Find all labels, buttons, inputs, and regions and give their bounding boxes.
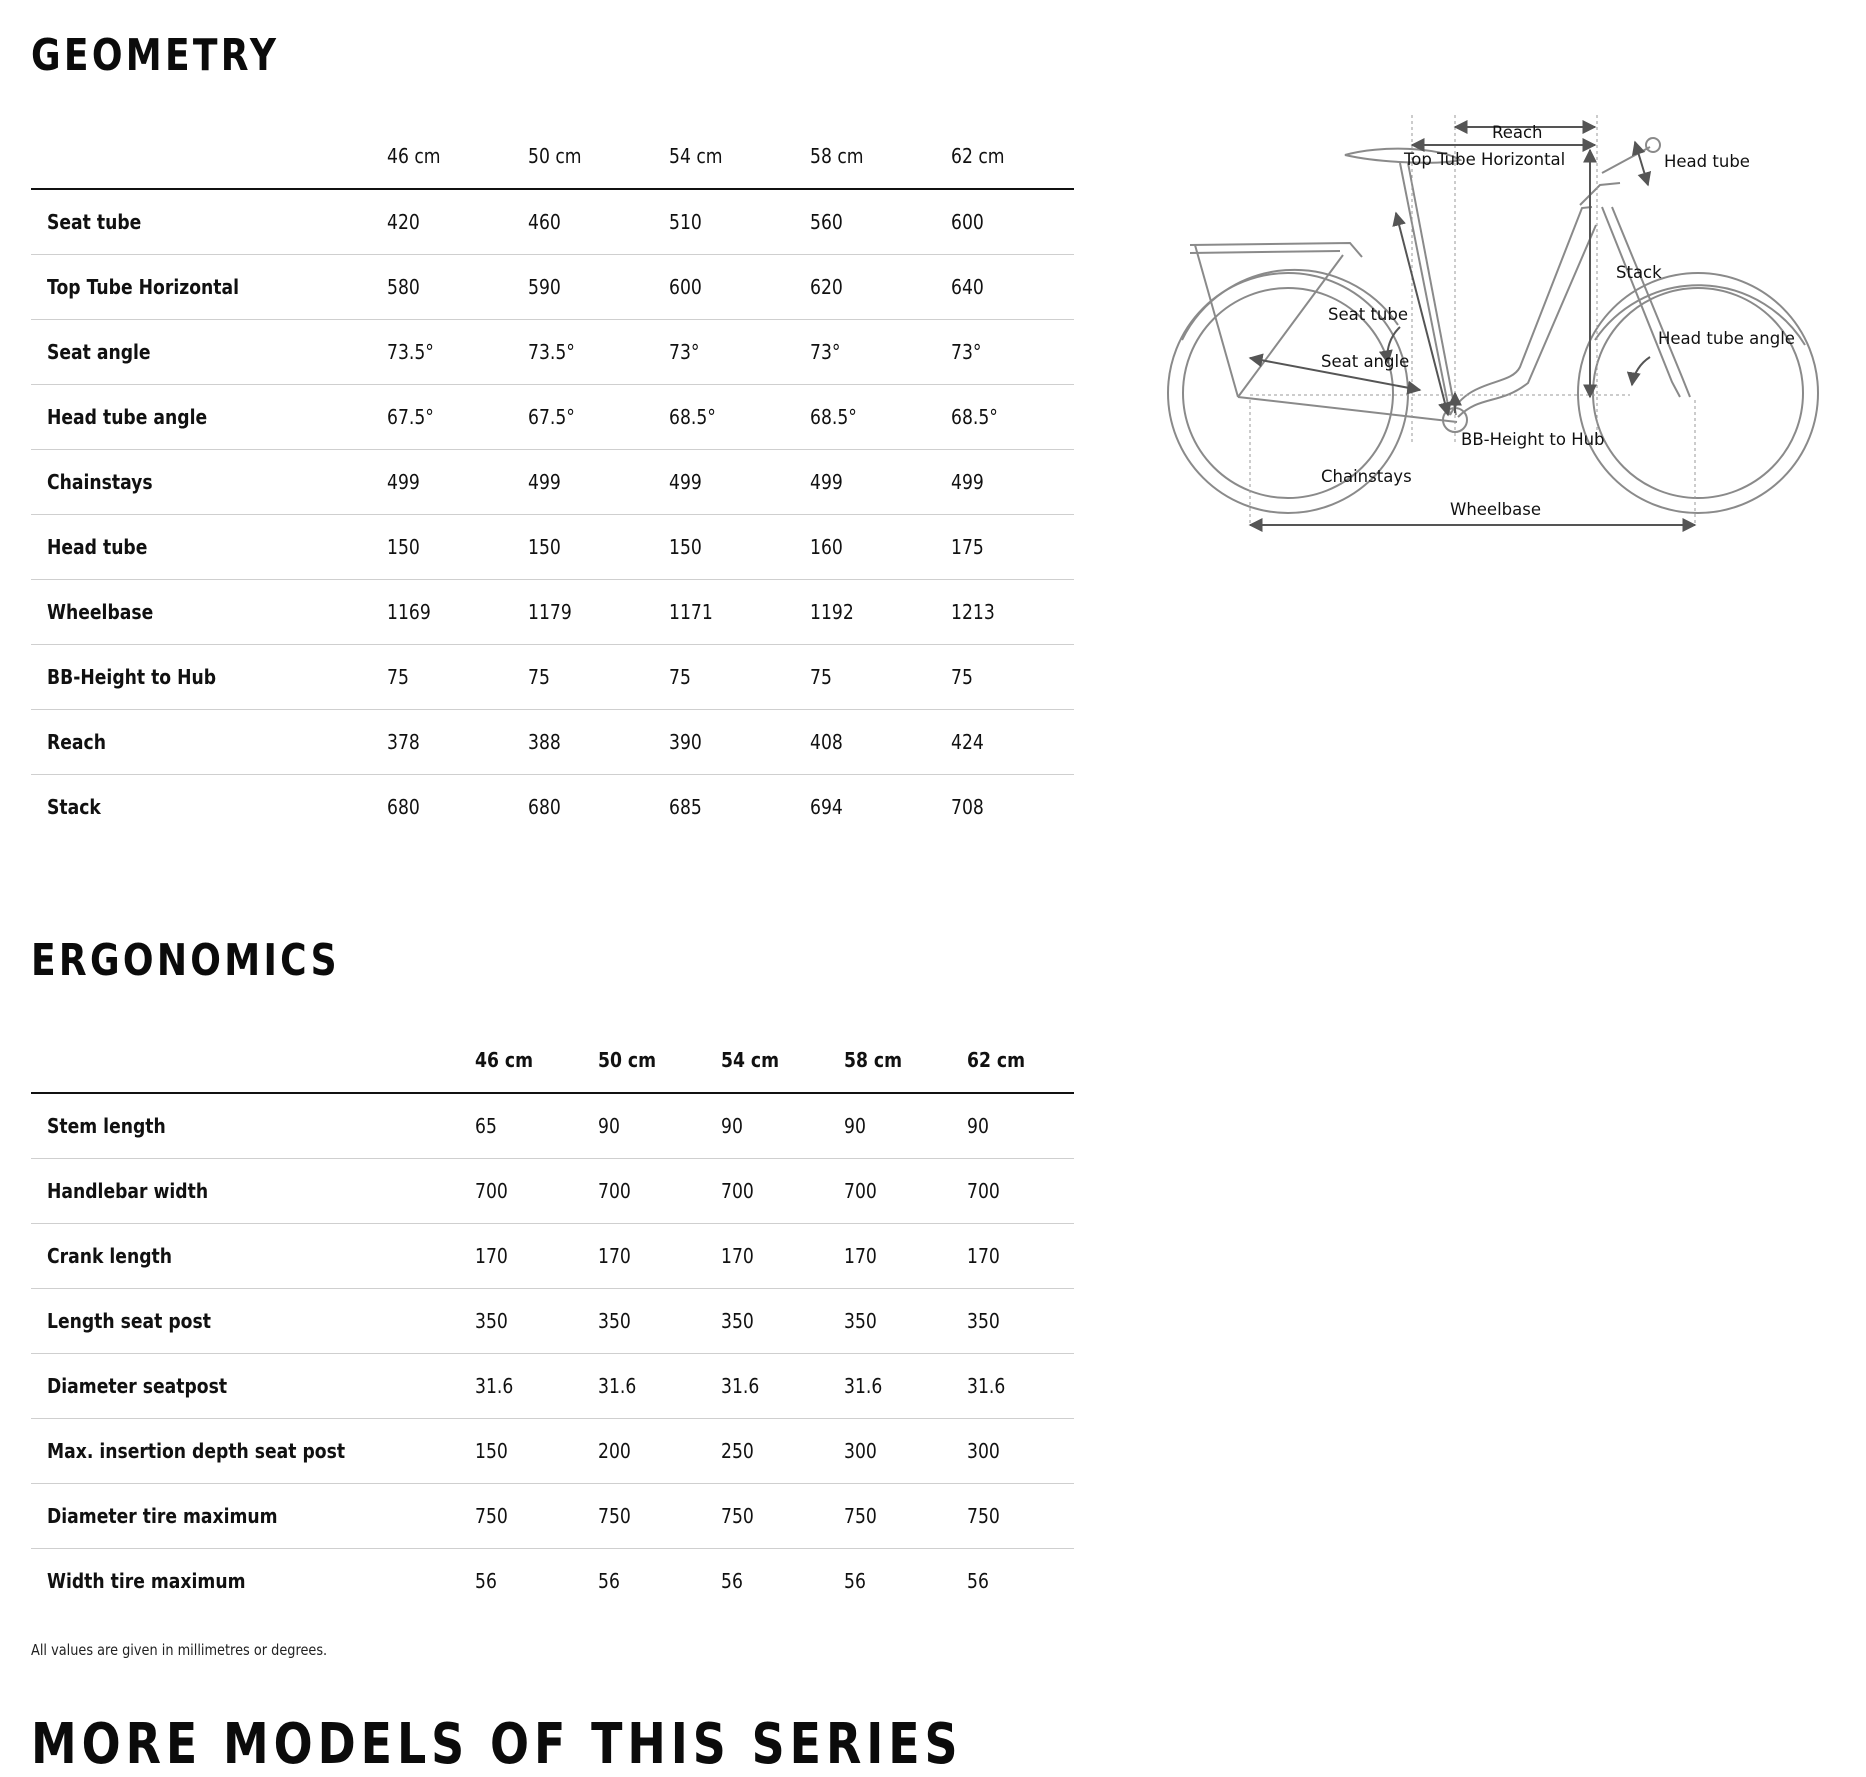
row-label xyxy=(31,385,387,450)
table-cell xyxy=(967,1484,1074,1549)
cell-value: 73° xyxy=(810,340,841,364)
geometry-size-label: 54 cm xyxy=(669,144,723,168)
label-chainstays: Chainstays xyxy=(1321,467,1412,486)
geometry-size-label: 50 cm xyxy=(528,144,582,168)
cell-value: 75 xyxy=(387,665,409,689)
cell-value: 620 xyxy=(810,275,843,299)
row-label-text: Seat tube xyxy=(47,210,142,234)
table-row xyxy=(31,1093,1074,1159)
cell-value: 680 xyxy=(387,795,420,819)
table-cell xyxy=(669,255,810,320)
cell-value: 31.6 xyxy=(475,1374,514,1398)
table-cell xyxy=(844,1549,967,1614)
label-bb-height-to-hub: BB-Height to Hub xyxy=(1461,430,1605,449)
cell-value: 56 xyxy=(721,1569,743,1593)
table-cell xyxy=(721,1484,844,1549)
table-cell xyxy=(721,1093,844,1159)
row-label-text: Head tube xyxy=(47,535,148,559)
table-cell xyxy=(810,385,951,450)
cell-value: 160 xyxy=(810,535,843,559)
table-cell xyxy=(669,775,810,840)
row-label xyxy=(31,255,387,320)
table-cell xyxy=(967,1159,1074,1224)
table-cell xyxy=(951,775,1074,840)
cell-value: 65 xyxy=(475,1114,497,1138)
geometry-size-label: 46 cm xyxy=(387,144,441,168)
row-label-text: Wheelbase xyxy=(47,600,154,624)
cell-value: 640 xyxy=(951,275,984,299)
cell-value: 1169 xyxy=(387,600,431,624)
table-row xyxy=(31,1419,1074,1484)
table-cell xyxy=(528,515,669,580)
table-row xyxy=(31,1289,1074,1354)
table-cell xyxy=(967,1289,1074,1354)
cell-value: 750 xyxy=(598,1504,631,1528)
cell-value: 499 xyxy=(528,470,561,494)
table-cell xyxy=(598,1224,721,1289)
row-label-text: Stack xyxy=(47,795,101,819)
table-cell xyxy=(951,710,1074,775)
table-cell xyxy=(967,1549,1074,1614)
cell-value: 56 xyxy=(475,1569,497,1593)
table-cell xyxy=(598,1093,721,1159)
cell-value: 200 xyxy=(598,1439,631,1463)
cell-value: 600 xyxy=(669,275,702,299)
cell-value: 68.5° xyxy=(669,405,716,429)
row-label-text: Reach xyxy=(47,730,106,754)
geometry-table xyxy=(31,124,1074,839)
more-models-title: MORE MODELS OF THIS SERIES xyxy=(31,1712,963,1777)
cell-value: 680 xyxy=(528,795,561,819)
table-cell xyxy=(810,320,951,385)
cell-value: 75 xyxy=(528,665,550,689)
cell-value: 590 xyxy=(528,275,561,299)
table-cell xyxy=(669,710,810,775)
cell-value: 56 xyxy=(598,1569,620,1593)
cell-value: 170 xyxy=(967,1244,1000,1268)
row-label xyxy=(31,1484,475,1549)
table-row xyxy=(31,1159,1074,1224)
table-cell xyxy=(967,1093,1074,1159)
table-cell xyxy=(669,450,810,515)
table-cell xyxy=(669,385,810,450)
ergonomics-size-header xyxy=(844,1028,967,1093)
cell-value: 499 xyxy=(810,470,843,494)
table-cell xyxy=(721,1289,844,1354)
table-cell xyxy=(810,710,951,775)
ergonomics-size-label: 46 cm xyxy=(475,1048,534,1072)
ergonomics-size-header xyxy=(598,1028,721,1093)
table-cell xyxy=(387,189,528,255)
table-cell xyxy=(844,1289,967,1354)
units-footnote: All values are given in millimetres or degrees. xyxy=(31,1641,328,1659)
ergonomics-size-label: 58 cm xyxy=(844,1048,903,1072)
table-cell xyxy=(669,189,810,255)
geometry-size-label: 58 cm xyxy=(810,144,864,168)
cell-value: 73.5° xyxy=(528,340,575,364)
cell-value: 420 xyxy=(387,210,420,234)
cell-value: 388 xyxy=(528,730,561,754)
label-seat-tube: Seat tube xyxy=(1328,305,1409,324)
cell-value: 75 xyxy=(951,665,973,689)
cell-value: 510 xyxy=(669,210,702,234)
table-cell xyxy=(810,255,951,320)
row-label-text: Crank length xyxy=(47,1244,172,1268)
cell-value: 499 xyxy=(669,470,702,494)
cell-value: 170 xyxy=(598,1244,631,1268)
cell-value: 499 xyxy=(387,470,420,494)
row-label-text: Diameter tire maximum xyxy=(47,1504,278,1528)
cell-value: 499 xyxy=(951,470,984,494)
ergonomics-title: ERGONOMICS xyxy=(31,935,340,986)
table-row xyxy=(31,255,1074,320)
table-cell xyxy=(951,580,1074,645)
ergonomics-table xyxy=(31,1028,1074,1613)
table-cell xyxy=(528,645,669,710)
row-label xyxy=(31,580,387,645)
table-cell xyxy=(721,1419,844,1484)
cell-value: 300 xyxy=(967,1439,1000,1463)
table-cell xyxy=(844,1159,967,1224)
row-label-text: Head tube angle xyxy=(47,405,208,429)
geometry-size-header xyxy=(387,124,528,189)
cell-value: 685 xyxy=(669,795,702,819)
row-label-text: Width tire maximum xyxy=(47,1569,246,1593)
table-cell xyxy=(669,515,810,580)
table-cell xyxy=(967,1419,1074,1484)
ergonomics-size-label: 54 cm xyxy=(721,1048,780,1072)
table-cell xyxy=(528,450,669,515)
row-label xyxy=(31,1224,475,1289)
cell-value: 73° xyxy=(951,340,982,364)
table-cell xyxy=(387,515,528,580)
table-cell xyxy=(475,1224,598,1289)
dimension-arrows xyxy=(1250,127,1695,525)
cell-value: 750 xyxy=(967,1504,1000,1528)
table-cell xyxy=(475,1419,598,1484)
row-label xyxy=(31,450,387,515)
table-cell xyxy=(528,580,669,645)
row-label-text: Handlebar width xyxy=(47,1179,209,1203)
cell-value: 75 xyxy=(669,665,691,689)
geometry-header-row xyxy=(31,124,1074,189)
cell-value: 1192 xyxy=(810,600,854,624)
table-cell xyxy=(387,385,528,450)
cell-value: 750 xyxy=(475,1504,508,1528)
table-cell xyxy=(387,645,528,710)
cell-value: 90 xyxy=(721,1114,743,1138)
cell-value: 350 xyxy=(967,1309,1000,1333)
table-row xyxy=(31,1549,1074,1614)
cell-value: 350 xyxy=(844,1309,877,1333)
table-cell xyxy=(951,320,1074,385)
table-cell xyxy=(669,645,810,710)
cell-value: 1171 xyxy=(669,600,713,624)
table-row xyxy=(31,450,1074,515)
cell-value: 700 xyxy=(967,1179,1000,1203)
row-label xyxy=(31,1289,475,1354)
table-cell xyxy=(475,1289,598,1354)
table-cell xyxy=(844,1484,967,1549)
table-cell xyxy=(844,1354,967,1419)
table-cell xyxy=(475,1159,598,1224)
cell-value: 31.6 xyxy=(967,1374,1006,1398)
cell-value: 708 xyxy=(951,795,984,819)
table-row xyxy=(31,320,1074,385)
table-cell xyxy=(967,1354,1074,1419)
table-cell xyxy=(598,1549,721,1614)
table-cell xyxy=(528,775,669,840)
table-cell xyxy=(475,1354,598,1419)
cell-value: 150 xyxy=(528,535,561,559)
table-cell xyxy=(951,385,1074,450)
row-label-text: Length seat post xyxy=(47,1309,211,1333)
cell-value: 250 xyxy=(721,1439,754,1463)
cell-value: 460 xyxy=(528,210,561,234)
bike-geometry-diagram xyxy=(1150,115,1840,535)
geometry-size-header xyxy=(951,124,1074,189)
table-cell xyxy=(810,450,951,515)
table-cell xyxy=(721,1159,844,1224)
cell-value: 68.5° xyxy=(951,405,998,429)
cell-value: 170 xyxy=(844,1244,877,1268)
table-cell xyxy=(598,1354,721,1419)
table-cell xyxy=(810,580,951,645)
table-cell xyxy=(951,255,1074,320)
cell-value: 75 xyxy=(810,665,832,689)
geometry-size-label: 62 cm xyxy=(951,144,1005,168)
label-top-tube-horizontal: Top Tube Horizontal xyxy=(1404,150,1566,169)
table-cell xyxy=(844,1419,967,1484)
table-cell xyxy=(967,1224,1074,1289)
cell-value: 300 xyxy=(844,1439,877,1463)
cell-value: 378 xyxy=(387,730,420,754)
ergonomics-corner-cell xyxy=(31,1028,475,1093)
ergonomics-size-header xyxy=(475,1028,598,1093)
cell-value: 150 xyxy=(475,1439,508,1463)
cell-value: 56 xyxy=(967,1569,989,1593)
cell-value: 1213 xyxy=(951,600,995,624)
table-cell xyxy=(598,1289,721,1354)
table-cell xyxy=(528,255,669,320)
cell-value: 700 xyxy=(475,1179,508,1203)
table-cell xyxy=(669,320,810,385)
cell-value: 67.5° xyxy=(387,405,434,429)
row-label-text: Chainstays xyxy=(47,470,153,494)
table-cell xyxy=(810,189,951,255)
row-label-text: Max. insertion depth seat post xyxy=(47,1439,346,1463)
geometry-size-header xyxy=(528,124,669,189)
row-label xyxy=(31,515,387,580)
row-label-text: Top Tube Horizontal xyxy=(47,275,240,299)
table-row xyxy=(31,385,1074,450)
cell-value: 175 xyxy=(951,535,984,559)
table-cell xyxy=(387,320,528,385)
row-label xyxy=(31,189,387,255)
table-row xyxy=(31,1354,1074,1419)
cell-value: 700 xyxy=(721,1179,754,1203)
table-cell xyxy=(387,450,528,515)
ergonomics-size-label: 62 cm xyxy=(967,1048,1026,1072)
table-cell xyxy=(528,320,669,385)
cell-value: 1179 xyxy=(528,600,572,624)
cell-value: 90 xyxy=(967,1114,989,1138)
ergonomics-size-label: 50 cm xyxy=(598,1048,657,1072)
table-cell xyxy=(721,1549,844,1614)
cell-value: 90 xyxy=(598,1114,620,1138)
table-cell xyxy=(387,580,528,645)
table-cell xyxy=(475,1484,598,1549)
cell-value: 350 xyxy=(721,1309,754,1333)
row-label-text: Stem length xyxy=(47,1114,166,1138)
table-cell xyxy=(669,580,810,645)
table-cell xyxy=(528,710,669,775)
table-cell xyxy=(810,515,951,580)
cell-value: 31.6 xyxy=(598,1374,637,1398)
bike-frame-drawing xyxy=(1168,138,1818,513)
bike-illustration xyxy=(1150,115,1840,535)
cell-value: 694 xyxy=(810,795,843,819)
table-row xyxy=(31,580,1074,645)
table-row xyxy=(31,189,1074,255)
table-cell xyxy=(387,255,528,320)
label-head-tube: Head tube xyxy=(1664,152,1750,171)
cell-value: 390 xyxy=(669,730,702,754)
row-label-text: BB-Height to Hub xyxy=(47,665,217,689)
cell-value: 560 xyxy=(810,210,843,234)
ergonomics-size-header xyxy=(967,1028,1074,1093)
geometry-size-header xyxy=(669,124,810,189)
cell-value: 31.6 xyxy=(844,1374,883,1398)
cell-value: 56 xyxy=(844,1569,866,1593)
cell-value: 424 xyxy=(951,730,984,754)
row-label xyxy=(31,320,387,385)
table-cell xyxy=(528,385,669,450)
table-cell xyxy=(951,450,1074,515)
geometry-title: GEOMETRY xyxy=(31,30,280,81)
row-label-text: Diameter seatpost xyxy=(47,1374,228,1398)
row-label xyxy=(31,1549,475,1614)
row-label xyxy=(31,645,387,710)
table-row xyxy=(31,1224,1074,1289)
table-cell xyxy=(721,1354,844,1419)
measurement-guides xyxy=(1250,115,1695,525)
table-cell xyxy=(387,775,528,840)
table-cell xyxy=(387,710,528,775)
cell-value: 67.5° xyxy=(528,405,575,429)
cell-value: 350 xyxy=(598,1309,631,1333)
cell-value: 170 xyxy=(475,1244,508,1268)
table-row xyxy=(31,710,1074,775)
table-cell xyxy=(475,1549,598,1614)
label-stack: Stack xyxy=(1616,263,1662,282)
cell-value: 73° xyxy=(669,340,700,364)
row-label xyxy=(31,710,387,775)
row-label-text: Seat angle xyxy=(47,340,151,364)
table-row xyxy=(31,1484,1074,1549)
cell-value: 700 xyxy=(598,1179,631,1203)
ergonomics-size-header xyxy=(721,1028,844,1093)
table-row xyxy=(31,645,1074,710)
cell-value: 90 xyxy=(844,1114,866,1138)
cell-value: 750 xyxy=(721,1504,754,1528)
table-cell xyxy=(951,645,1074,710)
table-cell xyxy=(598,1484,721,1549)
table-cell xyxy=(598,1159,721,1224)
table-row xyxy=(31,775,1074,840)
label-wheelbase: Wheelbase xyxy=(1450,500,1541,519)
ergonomics-header-row xyxy=(31,1028,1074,1093)
cell-value: 750 xyxy=(844,1504,877,1528)
table-cell xyxy=(951,189,1074,255)
row-label xyxy=(31,775,387,840)
label-seat-angle: Seat angle xyxy=(1321,352,1410,371)
table-cell xyxy=(844,1224,967,1289)
table-cell xyxy=(810,775,951,840)
table-cell xyxy=(844,1093,967,1159)
row-label xyxy=(31,1093,475,1159)
cell-value: 31.6 xyxy=(721,1374,760,1398)
table-cell xyxy=(598,1419,721,1484)
cell-value: 73.5° xyxy=(387,340,434,364)
cell-value: 580 xyxy=(387,275,420,299)
cell-value: 68.5° xyxy=(810,405,857,429)
label-head-tube-angle: Head tube angle xyxy=(1658,329,1795,348)
cell-value: 600 xyxy=(951,210,984,234)
label-reach: Reach xyxy=(1492,123,1543,142)
geometry-size-header xyxy=(810,124,951,189)
table-cell xyxy=(951,515,1074,580)
cell-value: 350 xyxy=(475,1309,508,1333)
cell-value: 408 xyxy=(810,730,843,754)
table-cell xyxy=(810,645,951,710)
row-label xyxy=(31,1159,475,1224)
cell-value: 150 xyxy=(669,535,702,559)
cell-value: 700 xyxy=(844,1179,877,1203)
table-cell xyxy=(528,189,669,255)
cell-value: 150 xyxy=(387,535,420,559)
cell-value: 170 xyxy=(721,1244,754,1268)
table-cell xyxy=(475,1093,598,1159)
table-cell xyxy=(721,1224,844,1289)
table-row xyxy=(31,515,1074,580)
geometry-corner-cell xyxy=(31,124,387,189)
row-label xyxy=(31,1419,475,1484)
row-label xyxy=(31,1354,475,1419)
